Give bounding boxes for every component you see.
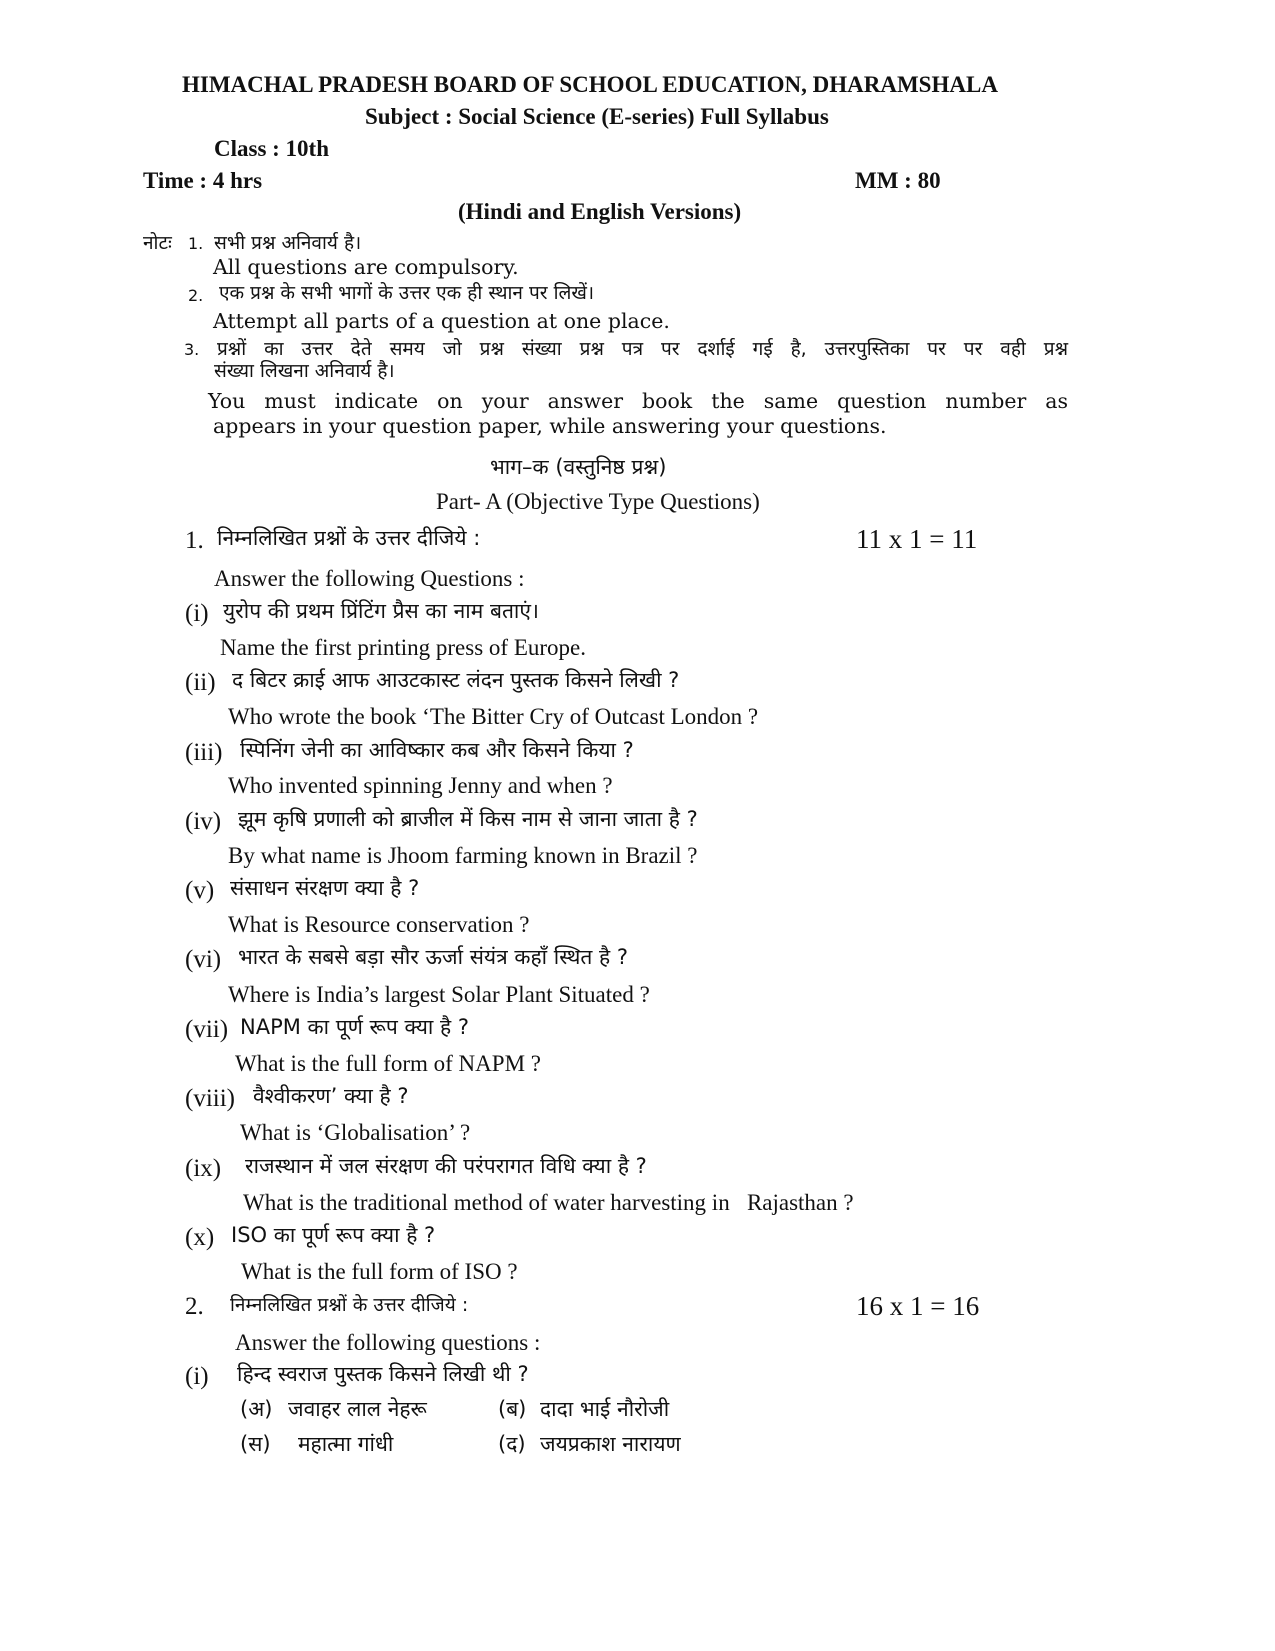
question-hindi: निम्नलिखित प्रश्नों के उत्तर दीजिये : <box>217 526 481 550</box>
note-number: 1. <box>188 234 204 253</box>
option-key: (ब) <box>498 1397 527 1421</box>
subquestion-hindi: NAPM का पूर्ण रूप क्या है ? <box>240 1015 469 1039</box>
subquestion-english: Name the first printing press of Europe. <box>220 635 586 660</box>
subquestion-english: What is the traditional method of water harvesting in Rajasthan ? <box>243 1190 854 1215</box>
question-english: Answer the following questions : <box>235 1330 541 1355</box>
subquestion-hindi: युरोप की प्रथम प्रिंटिंग प्रैस का नाम बताएं। <box>223 599 539 623</box>
subquestion-hindi: ISO का पूर्ण रूप क्या है ? <box>231 1223 436 1247</box>
option-text: महात्मा गांधी <box>298 1432 394 1456</box>
subquestion-english: Who invented spinning Jenny and when ? <box>228 773 613 798</box>
option-key: (अ) <box>240 1397 273 1421</box>
question-english: Answer the following Questions : <box>214 566 525 591</box>
max-marks: MM : 80 <box>855 168 941 193</box>
note-english: Attempt all parts of a question at one place. <box>213 309 670 333</box>
subquestion-label: (v) <box>185 877 215 904</box>
time-line: Time : 4 hrs <box>143 168 263 193</box>
option-text: दादा भाई नौरोजी <box>540 1397 670 1421</box>
subquestion-label: (ii) <box>185 669 216 696</box>
subquestion-label: (x) <box>185 1224 215 1251</box>
part-a-english-heading: Part- A (Objective Type Questions) <box>436 489 760 514</box>
note-hindi: सभी प्रश्न अनिवार्य है। <box>214 232 362 254</box>
subquestion-hindi: वैश्वीकरण’ क्या है ? <box>253 1084 409 1108</box>
question-hindi: निम्नलिखित प्रश्नों के उत्तर दीजिये : <box>230 1294 469 1316</box>
subquestion-english: What is the full form of NAPM ? <box>235 1051 541 1076</box>
note-number: 2. <box>188 286 204 305</box>
subquestion-label: (vii) <box>185 1016 229 1043</box>
question-number: 2. <box>185 1293 204 1320</box>
note-hindi-cont: संख्या लिखना अनिवार्य है। <box>214 360 395 382</box>
question-number: 1. <box>185 527 204 554</box>
subquestion-hindi: संसाधन संरक्षण क्या है ? <box>230 876 420 900</box>
part-a-hindi-heading: भाग–क (वस्तुनिष्ठ प्रश्न) <box>490 455 667 479</box>
subquestion-hindi: हिन्द स्वराज पुस्तक किसने लिखी थी ? <box>237 1362 529 1386</box>
versions-line: (Hindi and English Versions) <box>458 199 742 224</box>
question-marks: 11 x 1 = 11 <box>856 524 978 554</box>
option-text: जवाहर लाल नेहरू <box>288 1397 427 1421</box>
note-label: नोटः <box>143 232 172 254</box>
option-key: (द) <box>498 1432 526 1456</box>
subquestion-english: Who wrote the book ‘The Bitter Cry of Outcast London ? <box>228 704 759 729</box>
subquestion-english: What is Resource conservation ? <box>228 912 530 937</box>
subquestion-hindi: राजस्थान में जल संरक्षण की परंपरागत विधि क्या है ? <box>245 1154 647 1178</box>
subquestion-english: What is ‘Globalisation’ ? <box>240 1120 471 1145</box>
subquestion-label: (iv) <box>185 808 222 835</box>
subquestion-hindi: झूम कृषि प्रणाली को ब्राजील में किस नाम से जाना जाता है ? <box>238 807 698 831</box>
subquestion-english: By what name is Jhoom farming known in Brazil ? <box>228 843 698 868</box>
subquestion-hindi: स्पिनिंग जेनी का आविष्कार कब और किसने किया ? <box>240 738 634 762</box>
subquestion-label: (viii) <box>185 1085 235 1112</box>
board-title: HIMACHAL PRADESH BOARD OF SCHOOL EDUCATION, DHARAMSHALA <box>182 72 998 97</box>
note-number: 3. <box>184 340 200 359</box>
option-key: (स) <box>240 1432 271 1456</box>
subquestion-label: (i) <box>185 1363 209 1390</box>
note-hindi: प्रश्नों का उत्तर देते समय जो प्रश्न संख्या प्रश्न पत्र पर दर्शाई गई है, उत्तरपुस्तिका पर पर वही प्रश्न <box>217 338 1068 360</box>
subquestion-english: Where is India’s largest Solar Plant Situated ? <box>228 982 650 1007</box>
subquestion-label: (ix) <box>185 1155 222 1182</box>
option-text: जयप्रकाश नारायण <box>540 1432 681 1456</box>
question-marks: 16 x 1 = 16 <box>856 1291 980 1321</box>
note-hindi: एक प्रश्न के सभी भागों के उत्तर एक ही स्थान पर लिखें। <box>219 282 595 304</box>
subquestion-hindi: भारत के सबसे बड़ा सौर ऊर्जा संयंत्र कहाँ स्थित है ? <box>238 945 628 969</box>
subject-line: Subject : Social Science (E-series) Full Syllabus <box>365 104 829 129</box>
note-english-cont: appears in your question paper, while answering your questions. <box>213 414 887 438</box>
note-english: You must indicate on your answer book the same question number as <box>208 389 1068 413</box>
subquestion-english: What is the full form of ISO ? <box>241 1259 518 1284</box>
subquestion-label: (i) <box>185 600 209 627</box>
subquestion-hindi: द बिटर क्राई आफ आउटकास्ट लंदन पुस्तक किसने लिखी ? <box>232 668 680 692</box>
subquestion-label: (iii) <box>185 739 223 766</box>
subquestion-label: (vi) <box>185 946 222 973</box>
class-line: Class : 10th <box>214 136 330 161</box>
note-english: All questions are compulsory. <box>213 255 519 279</box>
